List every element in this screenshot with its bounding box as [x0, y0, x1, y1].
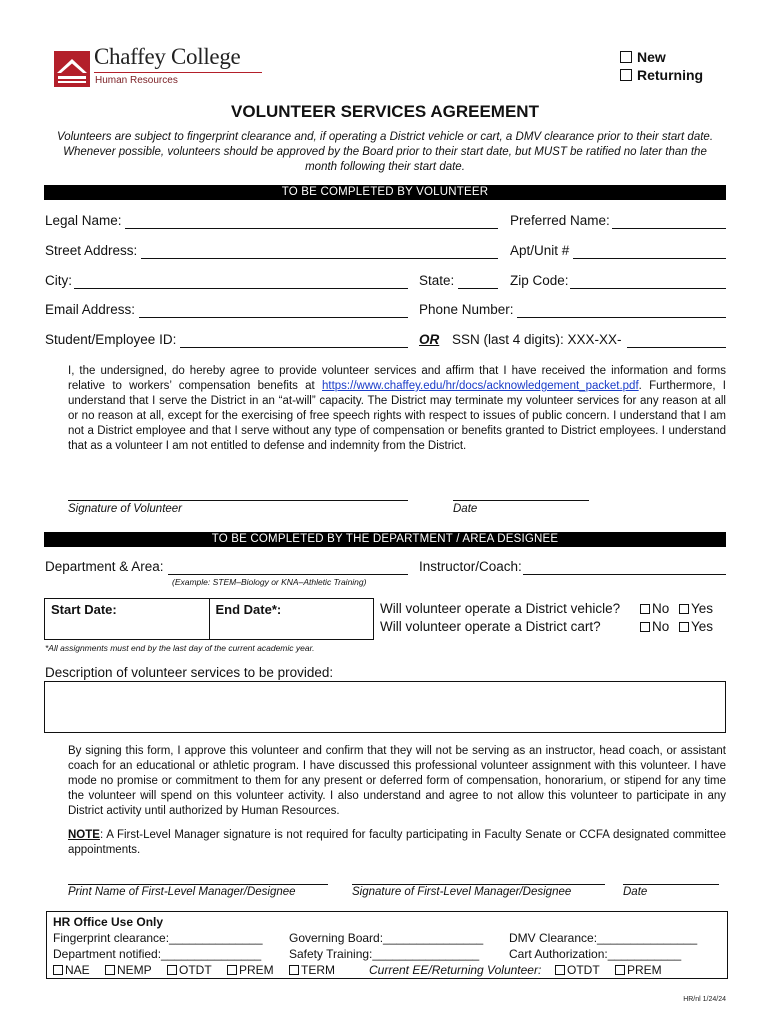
term-label: TERM — [301, 963, 335, 977]
new-label: New — [637, 49, 666, 65]
prem-label: PREM — [239, 963, 274, 977]
vehicle-no-checkbox[interactable] — [640, 604, 650, 614]
preferred-name-label: Preferred Name: — [510, 213, 610, 228]
phone-label: Phone Number: — [419, 302, 514, 317]
cart-yes-checkbox[interactable] — [679, 622, 689, 632]
current-prem-checkbox[interactable] — [615, 965, 625, 975]
hr-option-nae[interactable] — [53, 963, 90, 977]
vehicle-question: Will volunteer operate a District vehicle? — [380, 601, 621, 616]
acknowledgement-packet-link[interactable]: https://www.chaffey.edu/hr/docs/acknowledgement_packet.pdf — [322, 380, 639, 392]
note-text — [68, 828, 726, 858]
date-table — [44, 598, 374, 640]
manager-date-caption: Date — [623, 886, 648, 898]
new-option[interactable] — [620, 48, 703, 66]
manager-date-line[interactable] — [623, 884, 719, 885]
instructor-label: Instructor/Coach: — [419, 559, 522, 574]
cart-authorization[interactable]: Cart Authorization:___________ — [509, 947, 682, 961]
current-otdt-checkbox[interactable] — [555, 965, 565, 975]
current-option-prem[interactable] — [615, 963, 662, 977]
agreement-text-end: . Furthermore, I understand that I serve the District in an “at-will” capacity. The District may terminate my volunteer services for any reason at all or no reason at all, except for the exercising of free speech rights with respect to issues of public concern. I understand that I am not a District employee and that I serve without any type of compensation or benefits granted to District employees. I understand that as a volunteer I am not entitled to defense and indemnity from the District. — [68, 380, 726, 452]
approval-text: By signing this form, I approve this volunteer and confirm that they will not be serving as an instructor, head coach, or assistant coach for an educational or athletic program. I have discussed this professional volunteer assignment with this volunteer. I have mode no promise or commitment to them for any present or deferred form of compensation, honorarium, or stipend for any time the volunteer will spend on this volunteer activity. I also understand and agree to not allow this volunteer to participate in any District activity until authorized by Human Resources. — [68, 745, 726, 817]
apt-unit-label: Apt/Unit # — [510, 243, 570, 258]
chaffey-logo — [54, 44, 264, 93]
cart-question: Will volunteer operate a District cart? — [380, 619, 601, 634]
student-id-field[interactable] — [180, 347, 408, 348]
otdt-label: OTDT — [179, 963, 212, 977]
cart-answers — [640, 619, 713, 634]
apt-unit-field[interactable] — [573, 258, 726, 259]
zip-label: Zip Code: — [510, 273, 569, 288]
or-label: OR — [419, 332, 440, 347]
form-title: VOLUNTEER SERVICES AGREEMENT — [231, 102, 539, 121]
note-label: NOTE — [68, 829, 100, 841]
department-name: Human Resources — [95, 75, 178, 86]
email-field[interactable] — [139, 317, 408, 318]
description-box[interactable] — [44, 681, 726, 733]
state-label: State: — [419, 273, 455, 288]
cart-no-checkbox[interactable] — [640, 622, 650, 632]
hr-office-box — [46, 911, 728, 979]
volunteer-date-caption: Date — [453, 503, 478, 515]
ssn-field[interactable] — [627, 347, 726, 348]
end-date-cell[interactable]: End Date*: — [209, 599, 374, 639]
description-label: Description of volunteer services to be provided: — [45, 665, 334, 680]
fingerprint-clearance[interactable]: Fingerprint clearance:______________ — [53, 931, 263, 945]
street-address-label: Street Address: — [45, 243, 138, 258]
start-date-cell[interactable]: Start Date: — [51, 602, 117, 617]
volunteer-signature-line[interactable] — [68, 500, 408, 501]
vehicle-no-label: No — [652, 601, 670, 616]
manager-signature-caption: Signature of First-Level Manager/Designee — [352, 886, 572, 898]
ssn-label: SSN (last 4 digits): XXX-XX- — [452, 332, 622, 347]
nemp-checkbox[interactable] — [105, 965, 115, 975]
dept-area-field[interactable] — [168, 574, 408, 575]
volunteer-signature-caption: Signature of Volunteer — [68, 503, 183, 515]
form-revision-code: HR/nl 1/24/24 — [683, 996, 726, 1003]
volunteer-agreement-text — [68, 364, 726, 454]
agreement-text-start: I, the undersigned, do hereby agree to provide volunteer services and affirm that I have received the information and forms relative to workers’ compensation benefits at — [68, 365, 726, 392]
preferred-name-field[interactable] — [612, 228, 726, 229]
note-body: : A First-Level Manager signature is not required for faculty participating in Faculty Senate or CCFA designated committee appointments. — [68, 829, 726, 856]
hr-option-nemp[interactable] — [105, 963, 152, 977]
volunteer-date-line[interactable] — [453, 500, 589, 501]
current-ee-label: Current EE/Returning Volunteer: — [369, 963, 542, 977]
logo-rule — [94, 72, 262, 73]
current-prem-label: PREM — [627, 963, 662, 977]
phone-field[interactable] — [517, 317, 726, 318]
department-section-header: TO BE COMPLETED BY THE DEPARTMENT / AREA DESIGNEE — [44, 532, 726, 547]
college-emblem-icon — [54, 51, 90, 87]
zip-field[interactable] — [570, 288, 726, 289]
college-name: Chaffey College — [94, 44, 241, 69]
legal-name-label: Legal Name: — [45, 213, 122, 228]
manager-print-name-line[interactable] — [68, 884, 328, 885]
nae-checkbox[interactable] — [53, 965, 63, 975]
hr-office-title: HR Office Use Only — [53, 915, 164, 929]
cart-no-label: No — [652, 619, 670, 634]
prem-checkbox[interactable] — [227, 965, 237, 975]
status-checkboxes — [620, 48, 703, 84]
instructor-field[interactable] — [523, 574, 726, 575]
manager-signature-line[interactable] — [352, 884, 605, 885]
vehicle-yes-label: Yes — [691, 601, 714, 616]
term-checkbox[interactable] — [289, 965, 299, 975]
street-address-field[interactable] — [141, 258, 498, 259]
current-option-otdt[interactable] — [555, 963, 600, 977]
hr-option-otdt[interactable] — [167, 963, 212, 977]
otdt-checkbox[interactable] — [167, 965, 177, 975]
dmv-clearance[interactable]: DMV Clearance:_______________ — [509, 931, 698, 945]
student-id-label: Student/Employee ID: — [45, 332, 177, 347]
department-notified[interactable]: Department notified:_______________ — [53, 947, 262, 961]
city-label: City: — [45, 273, 72, 288]
hr-option-prem[interactable] — [227, 963, 274, 977]
governing-board[interactable]: Governing Board:_______________ — [289, 931, 484, 945]
state-field[interactable] — [458, 288, 498, 289]
manager-print-name-caption: Print Name of First-Level Manager/Designee — [68, 886, 296, 898]
vehicle-answers — [640, 601, 713, 616]
dept-area-label: Department & Area: — [45, 559, 164, 574]
legal-name-field[interactable] — [125, 228, 498, 229]
volunteer-section-header: TO BE COMPLETED BY VOLUNTEER — [44, 185, 726, 200]
assignment-footnote: *All assignments must end by the last day of the current academic year. — [45, 643, 315, 653]
city-field[interactable] — [74, 288, 408, 289]
vehicle-yes-checkbox[interactable] — [679, 604, 689, 614]
safety-training[interactable]: Safety Training:________________ — [289, 947, 480, 961]
nemp-label: NEMP — [117, 963, 152, 977]
new-checkbox[interactable] — [620, 51, 632, 63]
current-otdt-label: OTDT — [567, 963, 600, 977]
returning-option[interactable] — [620, 66, 703, 84]
returning-label: Returning — [637, 67, 704, 83]
intro-text: Volunteers are subject to fingerprint clearance and, if operating a District vehicle or cart, a DMV clearance prior to their start date. Whenever possible, volunteers should be approved by the Board prior to their start date, but MUST be ratified no later than the month following their start date. — [56, 131, 714, 173]
cart-yes-label: Yes — [691, 619, 714, 634]
dept-area-example: (Example: STEM–Biology or KNA–Athletic Training) — [172, 577, 367, 587]
email-label: Email Address: — [45, 302, 136, 317]
hr-option-term[interactable] — [289, 963, 335, 977]
nae-label: NAE — [65, 963, 90, 977]
returning-checkbox[interactable] — [620, 69, 632, 81]
